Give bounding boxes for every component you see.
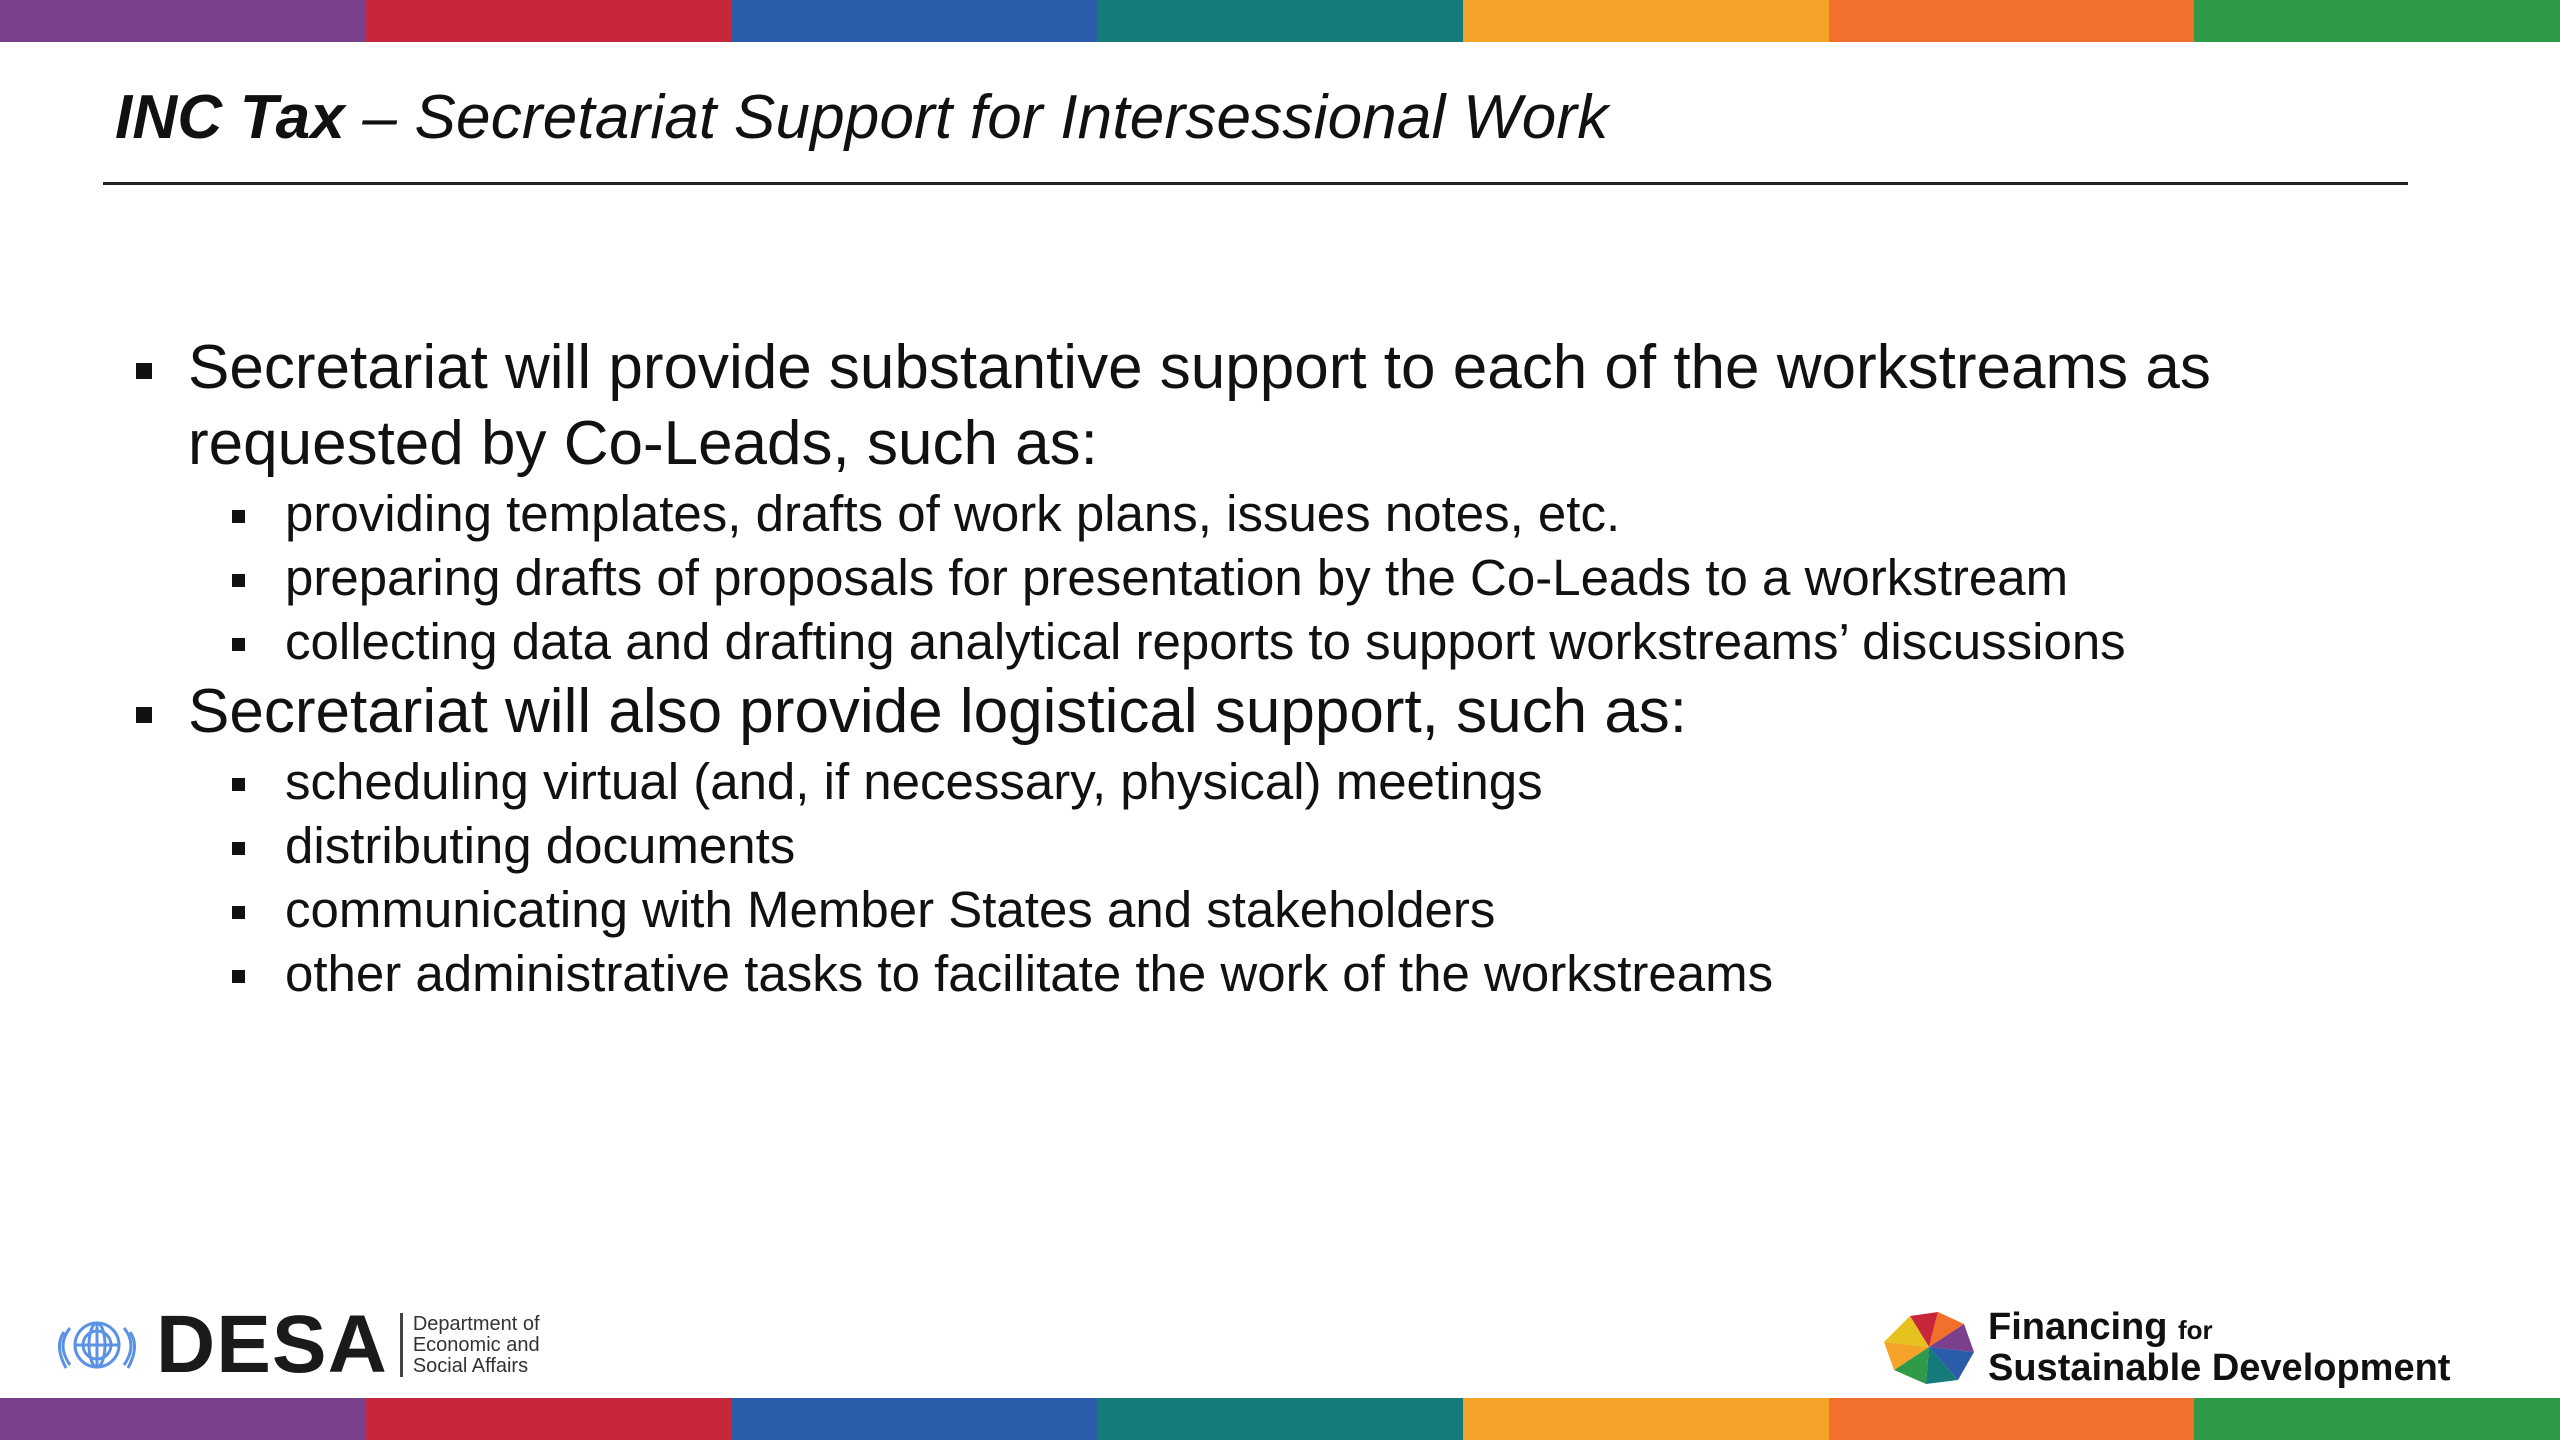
slide-title-strong: INC Tax xyxy=(115,83,345,152)
desa-subtitle-line: Department of xyxy=(412,1312,540,1335)
ffd-line-2: Sustainable Development xyxy=(1988,1346,2451,1389)
subitem: other administrative tasks to facilitate the work of the workstreams xyxy=(130,942,2460,1006)
stripe-segment xyxy=(2194,1398,2560,1440)
stripe-segment xyxy=(1829,0,2195,42)
top-color-stripe xyxy=(0,0,2560,42)
subitem: collecting data and drafting analytical reports to support workstreams’ discussions xyxy=(130,610,2460,674)
un-emblem-icon xyxy=(46,1310,148,1380)
bullet-group xyxy=(130,330,2460,674)
slide-title xyxy=(115,82,1608,153)
stripe-segment xyxy=(1463,0,1829,42)
desa-wordmark: DESA xyxy=(156,1299,388,1390)
stripe-segment xyxy=(0,1398,366,1440)
stripe-segment xyxy=(731,0,1097,42)
slide-content xyxy=(130,330,2460,1006)
bullet-1: Secretariat will provide substantive support to each of the workstreams as requested by Co-Leads, such as: xyxy=(130,330,2460,482)
stripe-segment xyxy=(2194,0,2560,42)
ffd-line-1 xyxy=(1988,1305,2450,1349)
desa-subtitle-line: Social Affairs xyxy=(412,1354,529,1377)
bullet-2-subitems xyxy=(130,750,2460,1006)
desa-divider xyxy=(400,1313,403,1377)
subitem: scheduling virtual (and, if necessary, physical) meetings xyxy=(130,750,2460,814)
subitem: providing templates, drafts of work plans, issues notes, etc. xyxy=(130,482,2460,546)
ffd-flower-icon xyxy=(1880,1308,1978,1386)
subitem: distributing documents xyxy=(130,814,2460,878)
ffd-for: for xyxy=(2178,1314,2213,1345)
subitem: communicating with Member States and stakeholders xyxy=(130,878,2460,942)
desa-subtitle xyxy=(413,1314,540,1377)
ffd-financing: Financing xyxy=(1988,1305,2168,1348)
stripe-segment xyxy=(0,0,366,42)
bullet-group xyxy=(130,674,2460,1006)
stripe-segment xyxy=(731,1398,1097,1440)
bottom-color-stripe xyxy=(0,1398,2560,1440)
desa-subtitle-line: Economic and xyxy=(412,1333,540,1356)
desa-logo xyxy=(46,1300,540,1390)
slide-title-rest: – Secretariat Support for Intersessional Work xyxy=(344,83,1609,152)
subitem: preparing drafts of proposals for presentation by the Co-Leads to a workstream xyxy=(130,546,2460,610)
title-divider xyxy=(103,182,2408,185)
bullet-1-subitems xyxy=(130,482,2460,674)
stripe-segment xyxy=(366,0,732,42)
stripe-segment xyxy=(1097,0,1463,42)
stripe-segment xyxy=(1097,1398,1463,1440)
bullet-2: Secretariat will also provide logistical support, such as: xyxy=(130,674,2460,750)
stripe-segment xyxy=(1463,1398,1829,1440)
stripe-segment xyxy=(1829,1398,2195,1440)
stripe-segment xyxy=(366,1398,732,1440)
ffd-wordmark xyxy=(1988,1305,2451,1389)
ffd-logo xyxy=(1880,1302,2450,1392)
